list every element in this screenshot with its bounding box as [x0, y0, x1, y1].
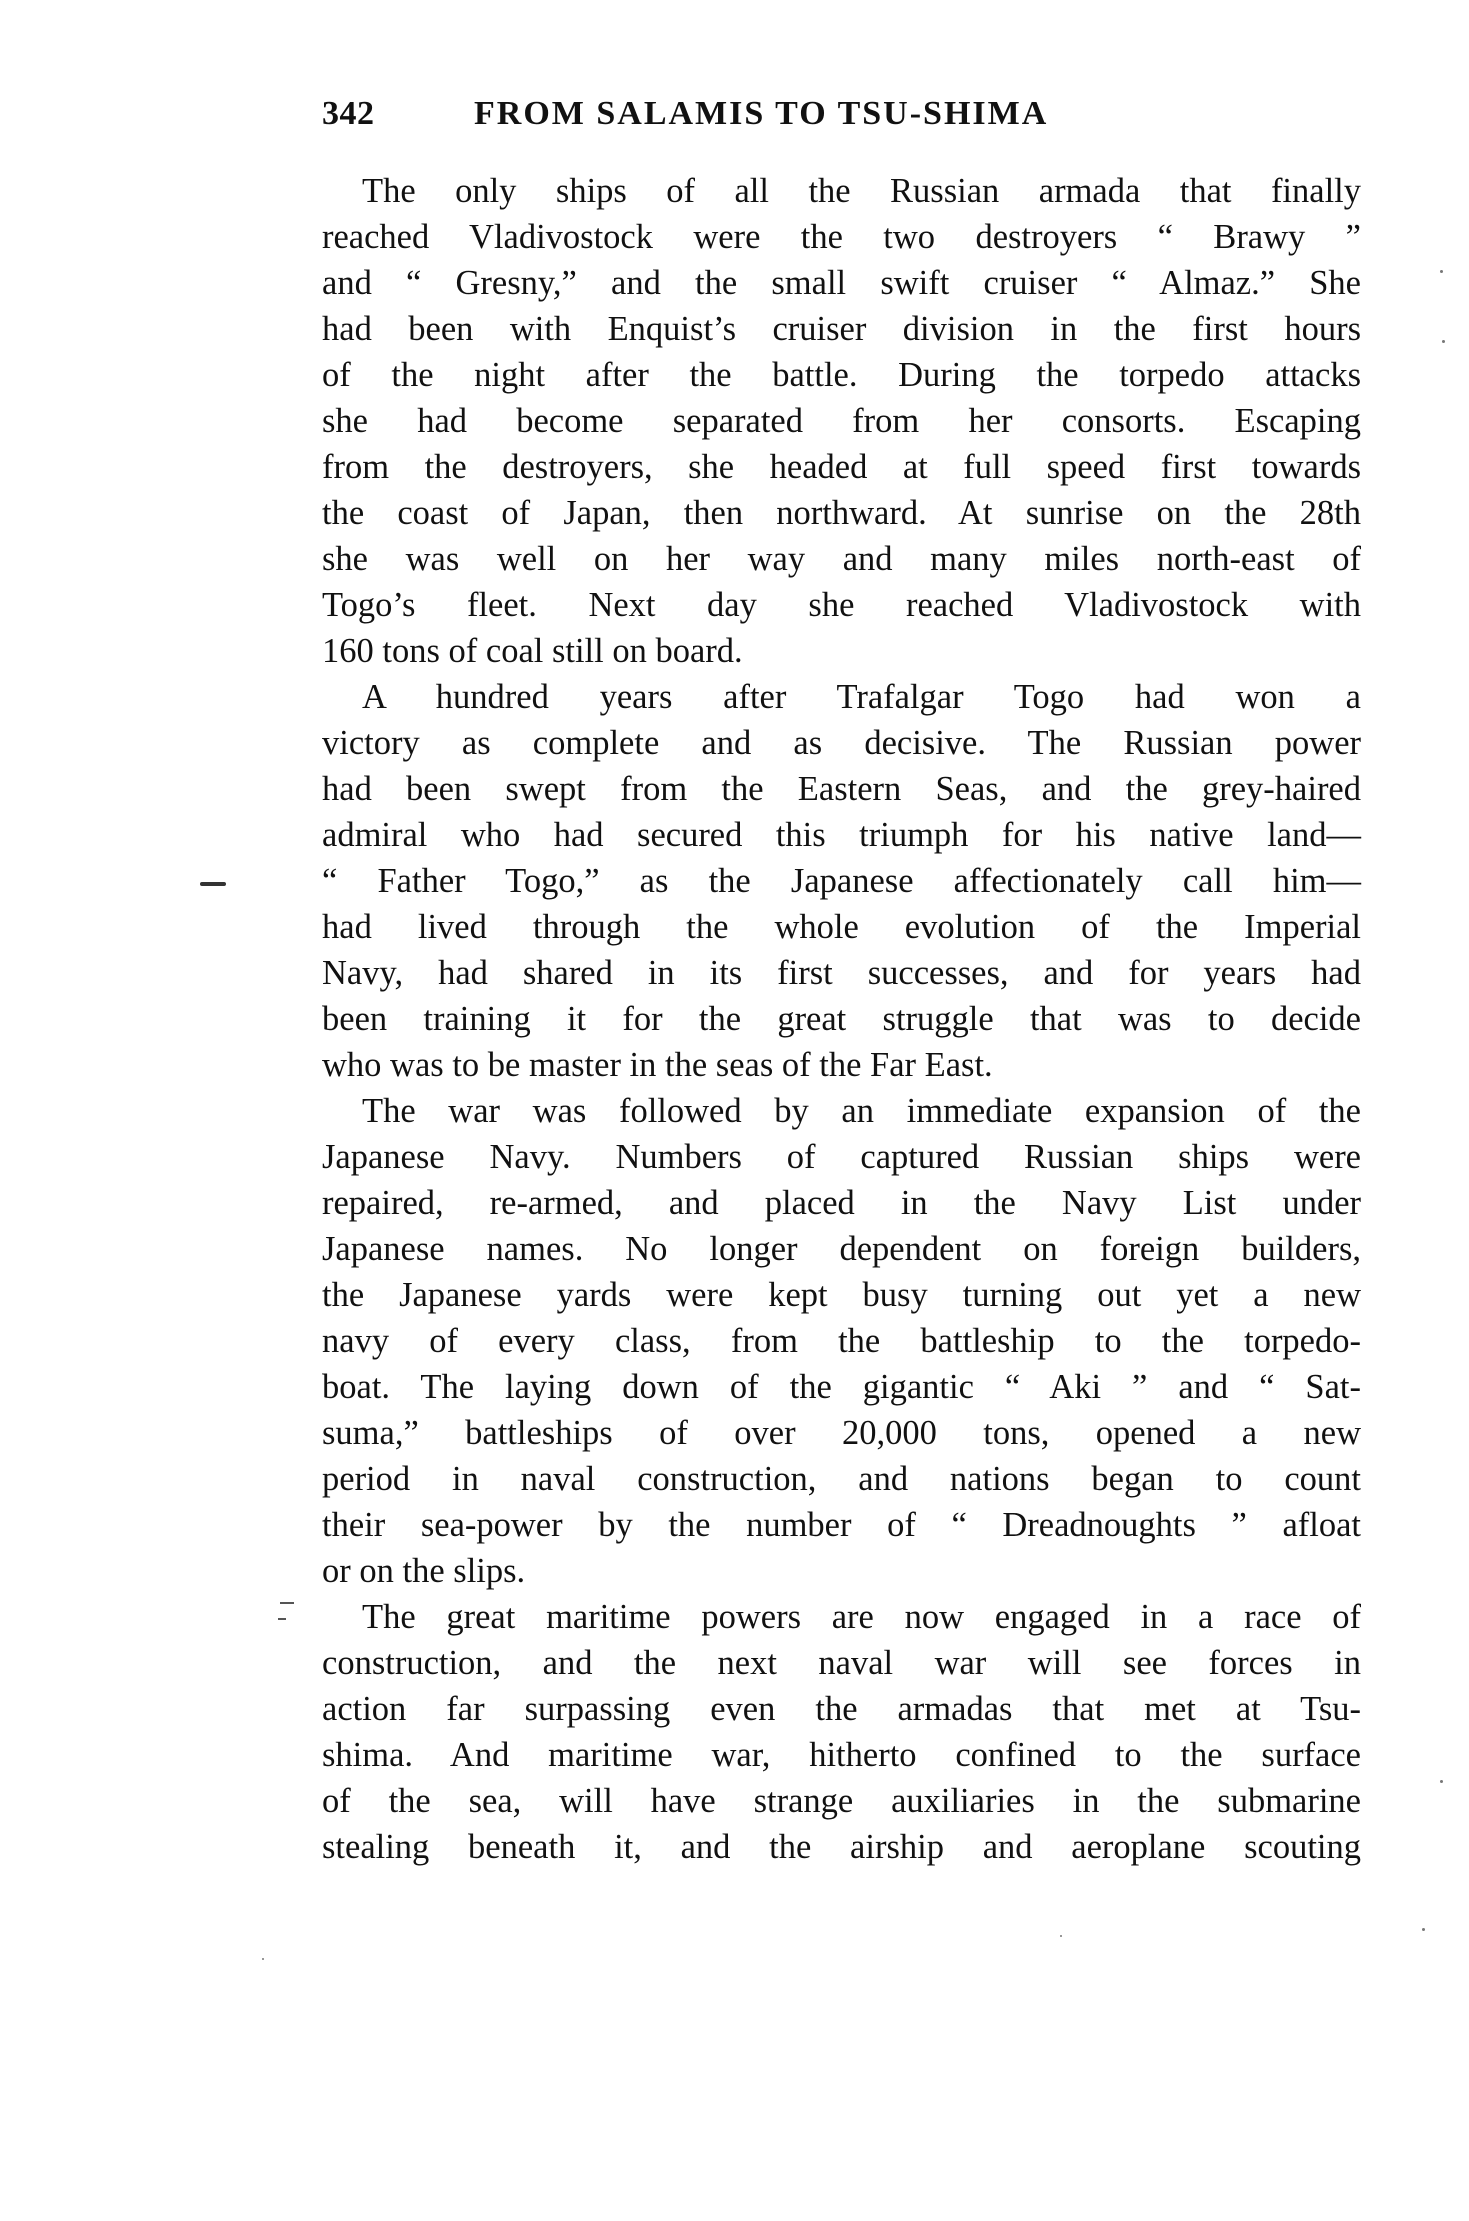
page-number: 342	[322, 95, 375, 132]
text-line: and “ Gresny,” and the small swift cruiser “ Almaz.” She	[322, 264, 1361, 302]
text-line: admiral who had secured this triumph for his native land—	[322, 816, 1361, 854]
scan-speck	[1442, 340, 1445, 343]
text-line: period in naval construction, and nations began to count	[322, 1460, 1361, 1498]
text-line: construction, and the next naval war will see forces in	[322, 1644, 1361, 1682]
paragraph	[322, 1088, 1361, 1594]
text-line: The war was followed by an immediate expansion of the	[362, 1092, 1361, 1130]
text-line: of the night after the battle. During the torpedo attacks	[322, 356, 1361, 394]
text-line: the coast of Japan, then northward. At sunrise on the 28th	[322, 494, 1361, 532]
running-title: FROM SALAMIS TO TSU-SHIMA	[474, 95, 1049, 132]
text-line: she was well on her way and many miles north-east of	[322, 540, 1361, 578]
text-line: or on the slips.	[322, 1552, 526, 1590]
paragraph	[322, 168, 1361, 674]
text-line: of the sea, will have strange auxiliaries in the submarine	[322, 1782, 1361, 1820]
margin-mark	[200, 882, 226, 886]
text-line: Japanese names. No longer dependent on foreign builders,	[322, 1230, 1361, 1268]
text-line: Navy, had shared in its first successes, and for years had	[322, 954, 1361, 992]
text-line: had lived through the whole evolution of the Imperial	[322, 908, 1361, 946]
text-line: from the destroyers, she headed at full speed first towards	[322, 448, 1361, 486]
paragraph	[322, 1594, 1361, 1870]
text-line: The great maritime powers are now engaged in a race of	[362, 1598, 1361, 1636]
margin-mark	[280, 1602, 294, 1604]
scan-speck	[1440, 1780, 1443, 1783]
body-text	[322, 168, 1361, 1870]
margin-mark	[278, 1618, 286, 1620]
text-line: suma,” battleships of over 20,000 tons, opened a new	[322, 1414, 1361, 1452]
text-line: their sea-power by the number of “ Dreadnoughts ” afloat	[322, 1506, 1361, 1544]
scan-speck	[1422, 1928, 1425, 1931]
text-line: “ Father Togo,” as the Japanese affectionately call him—	[322, 862, 1361, 900]
scan-speck	[1440, 270, 1443, 273]
text-line: victory as complete and as decisive. The Russian power	[322, 724, 1361, 762]
text-line: had been with Enquist’s cruiser division in the first hours	[322, 310, 1361, 348]
text-line: repaired, re-armed, and placed in the Navy List under	[322, 1184, 1361, 1222]
scan-speck	[1060, 1935, 1062, 1937]
text-line: boat. The laying down of the gigantic “ Aki ” and “ Sat-	[322, 1368, 1361, 1406]
running-head	[322, 95, 1382, 145]
text-line: action far surpassing even the armadas that met at Tsu-	[322, 1690, 1361, 1728]
text-line: been training it for the great struggle that was to decide	[322, 1000, 1361, 1038]
text-line: reached Vladivostock were the two destroyers “ Brawy ”	[322, 218, 1361, 256]
text-line: A hundred years after Trafalgar Togo had won a	[362, 678, 1361, 716]
text-line: The only ships of all the Russian armada that finally	[362, 172, 1361, 210]
text-line: stealing beneath it, and the airship and aeroplane scouting	[322, 1828, 1361, 1866]
text-line: shima. And maritime war, hitherto confined to the surface	[322, 1736, 1361, 1774]
text-line: Togo’s fleet. Next day she reached Vladivostock with	[322, 586, 1361, 624]
scan-speck	[262, 1958, 264, 1960]
text-line: who was to be master in the seas of the Far East.	[322, 1046, 993, 1084]
text-line: she had become separated from her consorts. Escaping	[322, 402, 1361, 440]
text-line: had been swept from the Eastern Seas, and the grey-haired	[322, 770, 1361, 808]
text-line: navy of every class, from the battleship to the torpedo-	[322, 1322, 1361, 1360]
paragraph	[322, 674, 1361, 1088]
text-line: the Japanese yards were kept busy turning out yet a new	[322, 1276, 1361, 1314]
text-line: 160 tons of coal still on board.	[322, 632, 743, 670]
text-line: Japanese Navy. Numbers of captured Russian ships were	[322, 1138, 1361, 1176]
